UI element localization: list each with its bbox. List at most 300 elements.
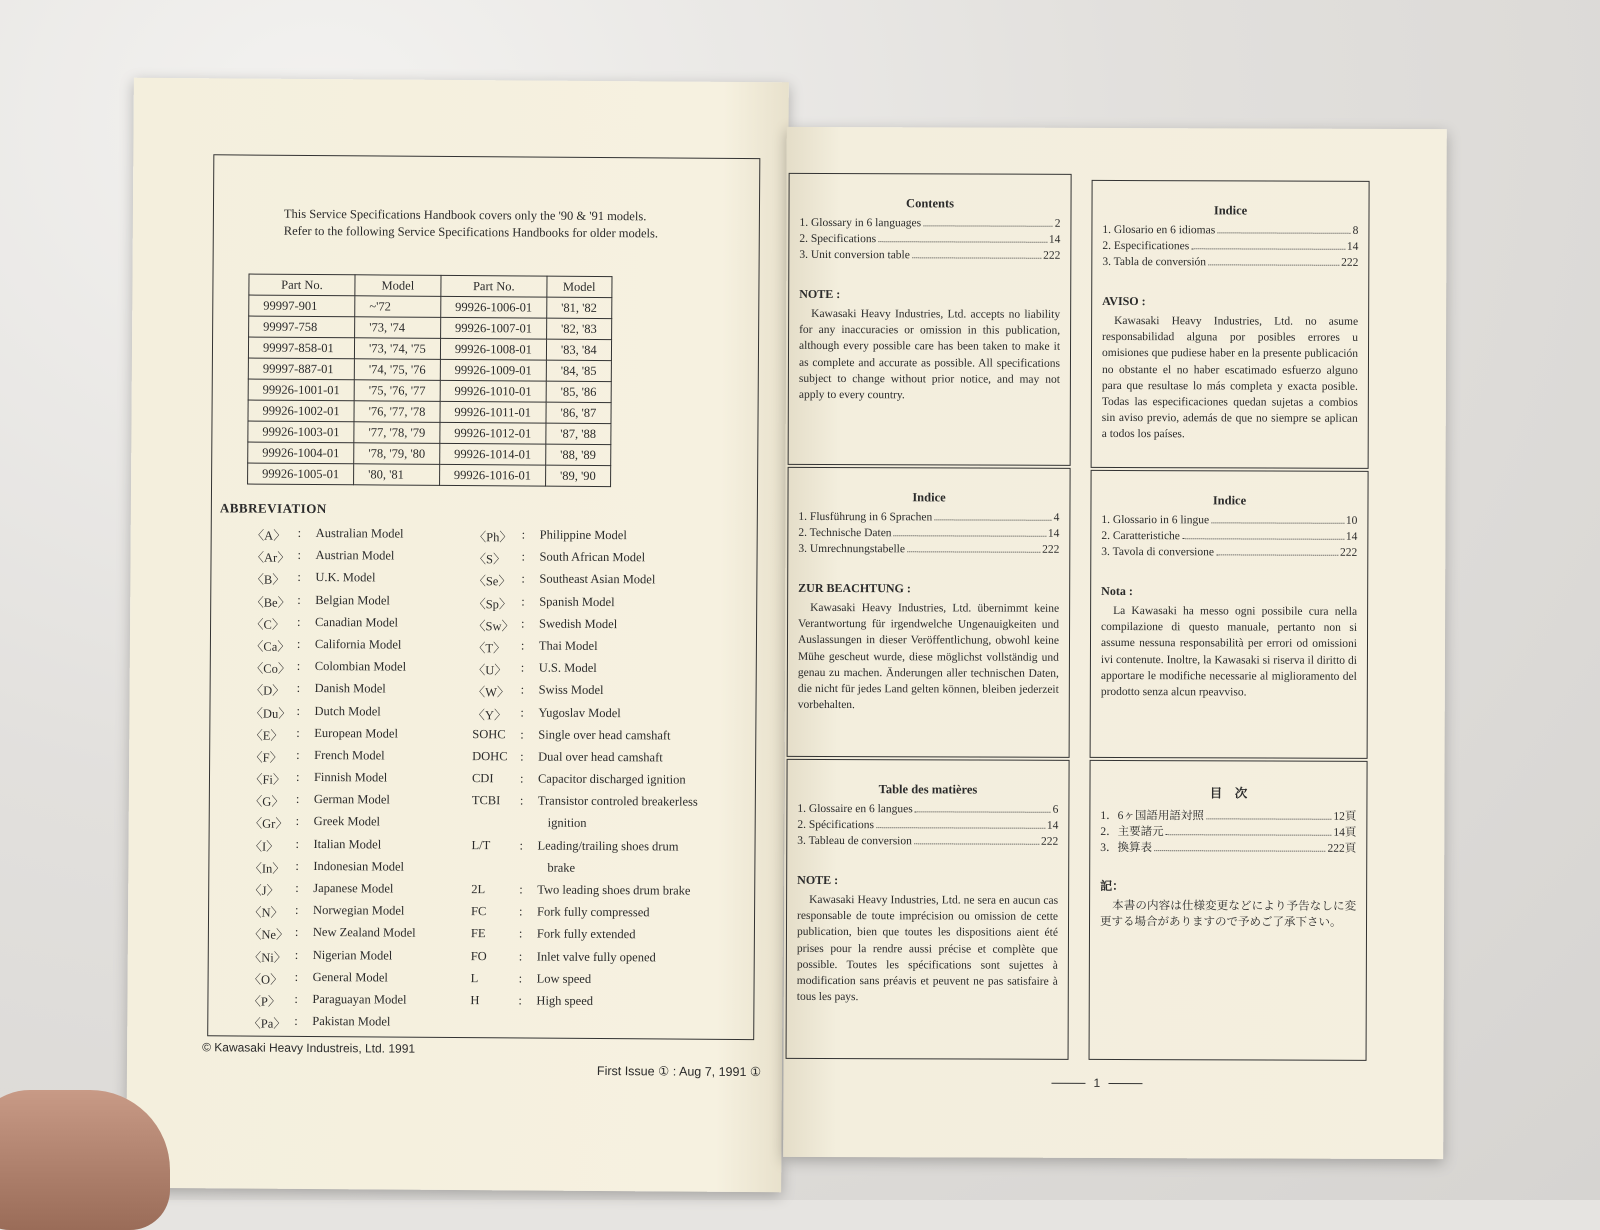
abbreviation-row: [472, 771, 698, 795]
toc-page-number: 222: [1041, 835, 1059, 848]
abbreviation-row: [472, 749, 698, 773]
toc-label: 3．換算表: [1100, 841, 1153, 855]
toc-leader-dots: [912, 257, 1041, 258]
abbreviation-colon: :: [296, 703, 301, 718]
abbreviation-row: [251, 614, 418, 637]
abbreviation-colon: :: [297, 548, 302, 563]
abbreviation-code: TCBI: [471, 793, 501, 808]
abbreviation-colon: :: [296, 659, 301, 674]
page-number: 1: [1043, 1076, 1150, 1090]
table-cell: 99997-887-01: [248, 358, 354, 380]
abbreviation-row: [471, 860, 697, 884]
abbreviation-colon: :: [518, 993, 522, 1008]
abbreviation-row: [471, 971, 697, 995]
note-body: 本書の内容は仕様変更などにより予告なしに変更する場合がありますので予めご了承下さい。: [1100, 899, 1357, 929]
abbreviation-row: [473, 594, 699, 618]
abbreviation-description: Low speed: [536, 971, 592, 986]
toc-item: [1102, 224, 1358, 241]
abbreviation-colon: :: [296, 636, 301, 651]
note-heading: Nota :: [1101, 583, 1133, 599]
abbreviation-code: 〈Ar〉: [251, 550, 290, 566]
table-cell: '80, '81: [354, 464, 440, 486]
toc-label: 2. Specifications: [799, 232, 877, 246]
abbreviation-description: Norwegian Model: [313, 903, 405, 918]
abbreviation-colon: :: [519, 771, 524, 786]
abbreviation-colon: :: [295, 836, 300, 851]
abbreviation-code: 〈Ph〉: [473, 530, 512, 545]
table-row: [248, 400, 611, 424]
abbreviation-code: 〈Co〉: [250, 661, 291, 676]
abbreviation-description: Spanish Model: [539, 594, 615, 609]
abbreviation-row: [471, 838, 697, 862]
toc-leader-dots: [934, 519, 1051, 520]
toc-label: 1. Glossaire en 6 langues: [797, 802, 913, 816]
abbreviation-column-2: [470, 527, 699, 1017]
abbreviation-code: 〈N〉: [249, 905, 284, 920]
intro-line-2: Refer to the following Service Specifications Handbooks for older models.: [283, 223, 659, 241]
toc-item: [797, 835, 1058, 852]
abbreviation-code: 〈J〉: [249, 883, 280, 898]
table-cell: 99926-1010-01: [440, 380, 546, 402]
table-cell: 99926-1011-01: [440, 401, 546, 423]
table-cell: 99926-1007-01: [440, 317, 546, 339]
abbreviation-row: [472, 727, 698, 751]
abbreviation-row: [470, 993, 696, 1017]
abbreviation-description: Philippine Model: [539, 527, 627, 543]
abbreviation-description: Two leading shoes drum brake: [537, 882, 691, 898]
abbreviation-code: 〈O〉: [248, 972, 283, 987]
table-cell: 99926-1008-01: [440, 338, 546, 360]
abbreviation-description: Swiss Model: [538, 682, 604, 698]
abbreviation-colon: :: [520, 727, 524, 742]
table-cell: 99926-1003-01: [248, 421, 354, 443]
abbreviation-colon: :: [294, 1013, 298, 1029]
abbreviation-row: [473, 549, 699, 573]
abbreviation-colon: :: [520, 660, 525, 675]
toc-leader-dots: [1217, 232, 1351, 233]
abbreviation-code: L/T: [471, 837, 491, 852]
toc-item: [1102, 256, 1358, 273]
abbreviation-colon: :: [295, 858, 299, 873]
note-body: Kawasaki Heavy Industries, Ltd. ne sera en aucun cas responsable de toute imprécision ou omission de cette publication, bien que toutes les dispositions aient été prises pour la rendre aussi précise et complète que possible. Toutes les spécifications sont sujettes à modification sans préavis et peuvent ne pas satisfaire à tous les pays.: [796, 893, 1059, 1004]
toc-page-number: 14: [1346, 240, 1359, 253]
abbreviation-colon: :: [519, 882, 523, 897]
abbreviation-colon: :: [520, 682, 525, 697]
box-title: Table des matières: [878, 782, 978, 797]
table-cell: 99926-1012-01: [440, 422, 546, 444]
toc-leader-dots: [876, 827, 1045, 829]
toc-leader-dots: [1154, 850, 1326, 852]
abbreviation-code: 〈E〉: [250, 728, 283, 743]
table-cell: '75, '76, '77: [354, 380, 440, 402]
table-row: [248, 442, 611, 466]
box-title: Contents: [906, 196, 955, 211]
abbreviation-row: [471, 904, 697, 928]
abbreviation-row: [249, 881, 416, 904]
toc-leader-dots: [914, 843, 1039, 844]
abbreviation-description: Fork fully extended: [536, 926, 636, 942]
toc-label: 2. Especificationes: [1102, 239, 1190, 253]
indice-box-german: [787, 467, 1071, 758]
abbreviation-description: ignition: [547, 816, 587, 831]
abbreviation-description: Indonesian Model: [313, 858, 405, 874]
abbreviation-colon: :: [295, 880, 299, 895]
abbreviation-description: Southeast Asian Model: [539, 571, 656, 587]
abbreviation-code: 〈I〉: [249, 839, 279, 854]
note-heading: ZUR BEACHTUNG :: [798, 580, 911, 596]
note-heading: NOTE :: [797, 872, 839, 888]
abbreviation-code: 〈Y〉: [472, 707, 507, 722]
note-body: La Kawasaki ha messo ogni possibile cura nella compilazione di questo manuale, pertanto non si assume nessuna responsabilità per errori od omissioni ivi contenute. Inoltre, la Kawasaki si riserva il diritto di apportare le modifiche necessarie al miglioramento del prodotto senza alcun rpeavviso.: [1100, 604, 1358, 699]
toc-item: [1102, 240, 1358, 257]
abbreviation-code: FC: [471, 904, 487, 919]
toc-page-number: 222: [1341, 256, 1359, 269]
abbreviation-description: Fork fully compressed: [537, 904, 650, 920]
abbreviation-description: South African Model: [539, 549, 646, 565]
abbreviation-row: [472, 816, 698, 840]
table-row: [248, 358, 611, 382]
toc-label: 1. Glosario en 6 idiomas: [1102, 223, 1216, 237]
table-cell: '78, '79, '80: [354, 443, 440, 465]
table-cell: 99926-1009-01: [440, 359, 546, 381]
copyright: © Kawasaki Heavy Industreis, Ltd. 1991: [202, 1040, 416, 1056]
abbreviation-row: [252, 526, 419, 549]
table-header-row: [249, 274, 612, 298]
abbreviation-description: Australian Model: [315, 526, 404, 541]
abbreviation-description: Thai Model: [538, 638, 598, 653]
abbreviation-description: General Model: [312, 969, 388, 985]
abbreviation-description: Nigerian Model: [312, 947, 393, 963]
abbreviation-code: H: [470, 993, 480, 1008]
toc-page-number: 14: [1345, 530, 1358, 543]
abbreviation-row: [249, 947, 416, 970]
abbreviation-description: Greek Model: [313, 814, 381, 829]
abbreviation-description: Austrian Model: [315, 548, 395, 563]
abbreviation-code: 〈Pa〉: [248, 1016, 286, 1031]
abbreviation-description: California Model: [314, 636, 402, 652]
abbreviation-description: French Model: [314, 747, 385, 763]
note-heading: NOTE :: [799, 286, 841, 302]
abbreviation-code: 〈B〉: [251, 572, 285, 588]
box-title: Indice: [1212, 493, 1247, 508]
toc-label: 1. Glossario in 6 lingue: [1101, 513, 1210, 527]
table-row: [249, 295, 612, 319]
toc-label: 3. Tableau de conversion: [797, 834, 912, 848]
toc-label: 3. Umrechnungstabelle: [798, 542, 906, 556]
note-body: Kawasaki Heavy Industries, Ltd. accepts no liability for any inaccuracies or omission in this publication, although every possible care has been taken to make it as complete and accurate as possible. All specifications subject to change without prior notice, and may not apply to every country.: [798, 307, 1061, 402]
abbreviation-row: [249, 969, 416, 992]
toc-leader-dots: [878, 241, 1047, 243]
abbreviation-code: 〈Fi〉: [249, 772, 286, 787]
abbreviation-row: [471, 882, 697, 906]
abbreviation-code: 〈P〉: [248, 994, 281, 1009]
toc-item: [797, 819, 1058, 836]
table-cell: '73, '74: [355, 317, 441, 339]
abbreviation-row: [251, 548, 418, 571]
indice-box-italian: [1090, 470, 1369, 759]
abbreviation-description: Finnish Model: [313, 770, 388, 785]
abbreviation-code: SOHC: [472, 726, 506, 742]
table-cell: 99926-1016-01: [439, 464, 545, 486]
abbreviation-colon: :: [518, 948, 523, 964]
abbreviation-row: [250, 770, 417, 793]
toc-page-number: 222: [1340, 546, 1358, 559]
abbreviation-description: U.S. Model: [538, 660, 597, 676]
note-heading: 記：: [1100, 878, 1125, 894]
abbreviation-colon: :: [521, 616, 525, 631]
table-row: [248, 421, 611, 445]
abbreviation-colon: :: [520, 704, 524, 719]
abbreviation-description: European Model: [314, 725, 399, 741]
toc-leader-dots: [1216, 554, 1338, 555]
toc-leader-dots: [1208, 264, 1339, 265]
abbreviation-description: German Model: [313, 792, 390, 807]
abbreviation-row: [473, 638, 699, 662]
toc-item: [798, 511, 1059, 528]
abbreviation-row: [473, 616, 699, 640]
toc-item: [799, 217, 1060, 234]
abbreviation-title: ABBREVIATION: [219, 500, 327, 517]
abbreviation-colon: :: [294, 947, 299, 962]
toc-item: [798, 543, 1059, 560]
abbreviation-code: 〈Gr〉: [249, 816, 288, 832]
abbreviation-colon: :: [519, 793, 524, 808]
toc-leader-dots: [1211, 522, 1344, 523]
table-cell: '87, '88: [546, 423, 611, 444]
abbreviation-code: 〈G〉: [249, 794, 284, 810]
table-cell: 99926-1004-01: [248, 442, 354, 464]
toc-leader-dots: [907, 551, 1040, 552]
note-body: Kawasaki Heavy Industries, Ltd. übernimmt keine Verantwortung für irgendwelche Ungenauigkeiten und Auslassungen in dieser Veröffentlichung, obwohl keine Mühe gescheut wurde, diese möglichst vollständig und genau zu machen. Änderungen aller technischen Daten, die nicht für jedes Land gelten können, bleiben jederzeit vorbehalten.: [797, 601, 1060, 712]
toc-item: [797, 803, 1058, 820]
table-cell: 99997-858-01: [248, 337, 354, 359]
abbreviation-row: [474, 527, 700, 551]
abbreviation-description: Leading/trailing shoes drum: [537, 838, 679, 854]
table-cell: '81, '82: [547, 297, 612, 318]
abbreviation-code: 〈Se〉: [473, 574, 511, 589]
indice-box-spanish: [1091, 180, 1370, 469]
abbreviation-description: Belgian Model: [315, 592, 390, 608]
toc-leader-dots: [894, 535, 1046, 537]
table-cell: '74, '75, '76: [354, 359, 440, 381]
abbreviation-colon: :: [520, 638, 525, 653]
abbreviation-colon: :: [296, 747, 300, 762]
mokuji-box-japanese: [1089, 760, 1368, 1061]
abbreviation-row: [472, 793, 698, 817]
abbreviation-description: Canadian Model: [315, 614, 399, 630]
abbreviation-code: 〈In〉: [249, 861, 285, 876]
abbreviation-code: 〈U〉: [472, 663, 507, 678]
abbreviation-description: Colombian Model: [314, 659, 407, 674]
toc-label: 1．6ヶ国語用語対照: [1100, 809, 1204, 823]
toc-item: [1101, 514, 1357, 531]
table-cell: 99926-1005-01: [248, 463, 354, 485]
abbreviation-row: [249, 836, 416, 859]
table-row: [248, 463, 611, 487]
abbreviation-colon: :: [296, 725, 300, 740]
toc-page-number: 222: [1042, 543, 1060, 556]
intro-line-1: This Service Specifications Handbook covers only the '90 & '91 models.: [283, 206, 647, 224]
abbreviation-colon: :: [521, 571, 525, 586]
toc-page-number: 14: [1047, 527, 1060, 540]
table-row: [248, 379, 611, 403]
toc-leader-dots: [1166, 834, 1332, 836]
abbreviation-row: [471, 949, 697, 973]
table-row: [249, 316, 612, 340]
table-cell: 99997-901: [249, 295, 355, 317]
abbreviation-code: 〈Sw〉: [473, 618, 515, 634]
abbreviation-code: 2L: [471, 882, 486, 897]
abbreviation-colon: :: [521, 527, 526, 542]
toc-page-number: 222頁: [1327, 842, 1357, 855]
abbreviation-colon: :: [520, 749, 524, 764]
abbreviation-description: Inlet valve fully opened: [536, 949, 656, 964]
abbreviation-description: New Zealand Model: [312, 925, 416, 941]
table-cell: '82, '83: [546, 318, 611, 339]
toc-item: [1100, 839, 1356, 856]
toc-page-number: 14頁: [1333, 826, 1357, 839]
box-title: Indice: [1213, 203, 1248, 218]
abbreviation-description: High speed: [536, 993, 594, 1008]
table-cell: '88, '89: [546, 444, 611, 465]
abbreviation-colon: :: [295, 903, 299, 918]
abbreviation-row: [473, 682, 699, 706]
abbreviation-colon: :: [521, 549, 526, 564]
abbreviation-code: 〈F〉: [250, 750, 283, 765]
abbreviation-colon: :: [294, 969, 299, 984]
toc-page-number: 8: [1352, 224, 1359, 237]
table-cell: '77, '78, '79: [354, 422, 440, 444]
abbreviation-colon: :: [297, 614, 301, 629]
abbreviation-colon: :: [297, 570, 301, 585]
toc-item: [799, 249, 1060, 266]
intro-text: [284, 206, 754, 243]
toc-item: [799, 233, 1060, 250]
toc-item: [1101, 530, 1357, 547]
abbreviation-row: [473, 660, 699, 684]
abbreviation-row: [251, 659, 418, 682]
abbreviation-description: Transistor controled breakerless: [537, 793, 698, 809]
table-cell: 99997-758: [249, 316, 355, 338]
table-cell: 99926-1014-01: [440, 443, 546, 465]
abbreviation-description: Swedish Model: [539, 616, 618, 631]
toc-label: 3. Tavola di conversione: [1101, 545, 1215, 559]
abbreviation-code: L: [470, 970, 479, 985]
table-cell: 99926-1002-01: [248, 400, 354, 422]
abbreviation-code: DOHC: [472, 748, 508, 764]
abbreviation-colon: :: [295, 769, 300, 784]
abbreviation-code: 〈D〉: [250, 683, 285, 699]
abbreviation-row: [248, 1014, 415, 1037]
table-header: Part No.: [249, 274, 355, 296]
toc-leader-dots: [923, 225, 1053, 226]
abbreviation-code: 〈A〉: [251, 528, 286, 543]
abbreviation-colon: :: [521, 594, 525, 609]
table-cell: '83, '84: [546, 339, 611, 360]
abbreviation-description: Single over head camshaft: [538, 727, 671, 743]
toc-label: 1. Glossary in 6 languages: [799, 216, 922, 230]
abbreviation-description: Paraguayan Model: [312, 991, 407, 1007]
abbreviation-code: 〈Sp〉: [473, 596, 512, 611]
abbreviation-row: [250, 703, 417, 726]
toc-label: 3. Unit conversion table: [799, 248, 910, 262]
abbreviation-description: Italian Model: [313, 836, 382, 852]
note-body: Kawasaki Heavy Industries, Ltd. no asume responsabilidad alguna por posibles errores u omisiones que pudiese haber en la presente publicación no obstante el no haber escatimado esfuerzo alguno para que resultase lo más completa y exacta posible. Todas las especificaciones quedan sujetas a combios sin aviso previo, además de que no siempre se aplican a todos los países.: [1101, 314, 1359, 441]
toc-item: [1101, 546, 1357, 563]
abbreviation-code: 〈C〉: [251, 617, 285, 632]
abbreviation-colon: :: [296, 681, 301, 696]
note-heading: AVISO :: [1102, 293, 1146, 309]
toc-item: [798, 527, 1059, 544]
abbreviation-colon: :: [295, 814, 300, 829]
abbreviation-description: Capacitor discharged ignition: [537, 771, 686, 787]
abbreviation-colon: :: [295, 792, 300, 807]
toc-page-number: 12頁: [1333, 810, 1357, 823]
toc-leader-dots: [915, 811, 1051, 812]
toc-label: 2. Spécifications: [797, 818, 875, 832]
abbreviation-colon: :: [294, 991, 298, 1006]
abbreviation-row: [471, 926, 697, 950]
toc-label: 1. Flusführung in 6 Sprachen: [798, 510, 933, 524]
toc-label: 2. Caratteristiche: [1101, 529, 1180, 543]
toc-leader-dots: [1191, 248, 1345, 250]
toc-label: 3. Tabla de conversión: [1102, 255, 1207, 269]
abbreviation-colon: :: [519, 904, 523, 919]
abbreviation-description: Pakistan Model: [312, 1014, 391, 1029]
abbreviation-code: 〈S〉: [473, 552, 506, 567]
table-cell: ~'72: [355, 296, 441, 318]
toc-page-number: 2: [1054, 217, 1061, 230]
abbreviation-row: [249, 858, 416, 881]
table-cell: '89, '90: [545, 465, 610, 486]
abbreviation-row: [250, 814, 417, 837]
toc-page-number: 14: [1048, 233, 1061, 246]
table-des-matieres-box-french: [786, 759, 1070, 1060]
abbreviation-code: 〈Du〉: [250, 706, 291, 721]
table-header: Part No.: [441, 275, 547, 297]
right-page: [783, 127, 1447, 1159]
abbreviation-colon: :: [518, 971, 523, 986]
abbreviation-colon: :: [297, 592, 301, 607]
left-page: [126, 78, 789, 1193]
table-cell: 99926-1001-01: [248, 379, 354, 401]
toc-item: [1100, 823, 1356, 840]
thumb: [0, 1090, 170, 1230]
abbreviation-description: U.K. Model: [315, 570, 376, 585]
abbreviation-row: [473, 571, 699, 595]
abbreviation-row: [472, 705, 698, 729]
abbreviation-row: [248, 991, 415, 1014]
abbreviation-code: FE: [470, 926, 486, 941]
contents-box-english: [788, 173, 1072, 466]
table-cell: '84, '85: [546, 360, 611, 381]
table-cell: 99926-1006-01: [441, 296, 547, 318]
abbreviation-code: 〈Ni〉: [248, 950, 287, 965]
first-issue: First Issue ① : Aug 7, 1991 ①: [596, 1063, 762, 1080]
table-header: Model: [355, 275, 441, 297]
box-title: 目 次: [1209, 786, 1248, 801]
abbreviation-column-1: [248, 526, 418, 1037]
abbreviation-colon: :: [294, 925, 299, 940]
box-title: Indice: [912, 490, 946, 505]
abbreviation-row: [250, 792, 417, 815]
abbreviation-description: Danish Model: [314, 681, 386, 696]
part-number-table: [247, 274, 612, 488]
toc-leader-dots: [1206, 818, 1332, 819]
abbreviation-row: [251, 636, 418, 659]
toc-label: 2．主要諸元: [1100, 825, 1164, 839]
toc-page-number: 14: [1046, 819, 1059, 832]
